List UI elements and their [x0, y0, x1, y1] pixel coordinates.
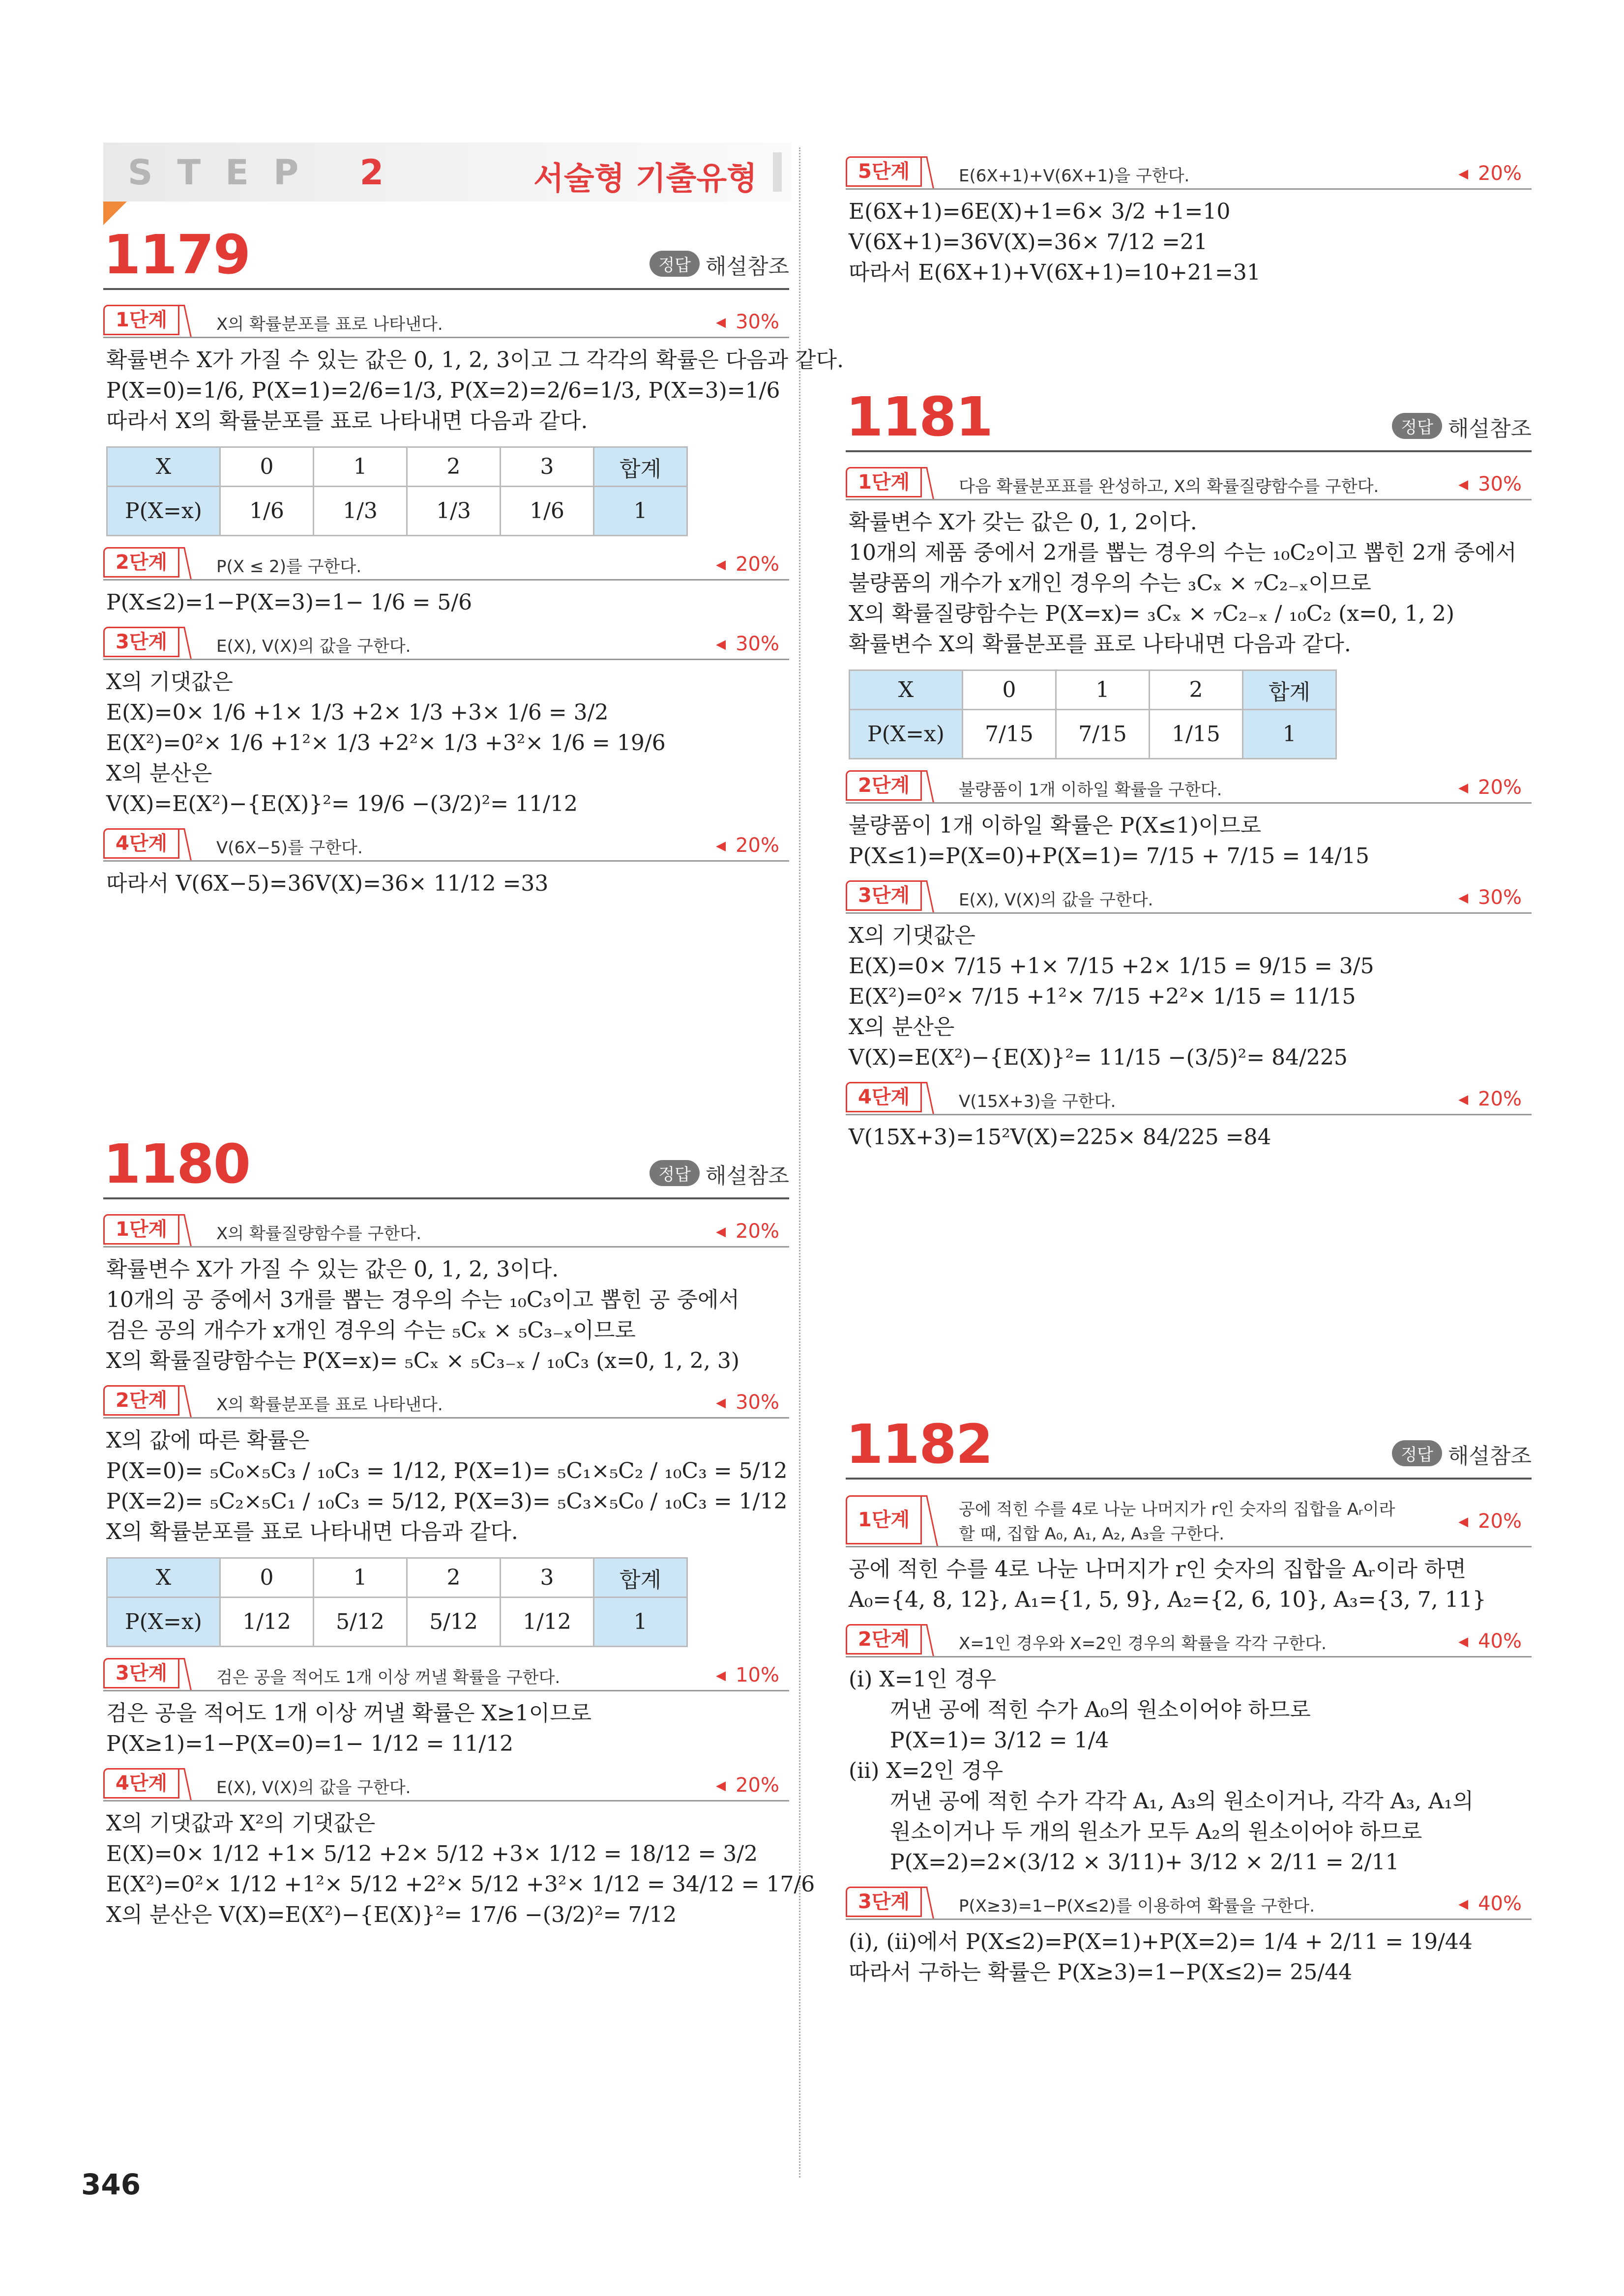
text: 1단계	[846, 467, 922, 497]
text-line: X의 값에 따른 확률은	[106, 1428, 310, 1453]
text: 3단계	[846, 880, 922, 911]
table-cell: X	[107, 1558, 220, 1598]
text: ◀ 20%	[716, 553, 779, 576]
text: 1단계	[103, 1214, 179, 1245]
text: 4단계	[846, 1082, 922, 1112]
header-accent-bar	[773, 152, 782, 192]
text-line: X의 확률질량함수는 P(X=x)= ₃Cₓ × ₇C₂₋ₓ / ₁₀C₂ (x=0, 1, 2)	[849, 601, 1455, 626]
text-line: 따라서 구하는 확률은 P(X≥3)=1−P(X≤2)= 25/44	[849, 1960, 1353, 1985]
text: ◀ 20%	[716, 834, 779, 857]
table-cell: 5/12	[314, 1598, 407, 1647]
text-line: 따라서 X의 확률분포를 표로 나타내면 다음과 같다.	[106, 408, 588, 434]
text: 검은 공을 적어도 1개 이상 꺼낼 확률을 구한다.	[216, 1668, 561, 1687]
step-percent: ◀ 30%	[716, 311, 779, 333]
problem-header	[846, 1406, 1532, 1480]
text: 2단계	[103, 1385, 179, 1416]
text: 공에 적힌 수를 4로 나눈 나머지가 r인 숫자의 집합을 Aᵣ이라	[959, 1500, 1395, 1519]
text: 3단계	[103, 627, 179, 657]
table-cell: 1	[1056, 670, 1150, 710]
text: ◀ 20%	[716, 1220, 779, 1243]
text-line: 확률변수 X가 갖는 값은 0, 1, 2이다.	[849, 510, 1197, 535]
table-cell: X	[850, 670, 963, 710]
text: STEP	[128, 152, 324, 193]
table-cell: 합계	[594, 1558, 687, 1598]
text: 4단계	[103, 828, 179, 859]
distribution-table	[106, 446, 688, 536]
problem-header	[103, 216, 789, 290]
text-line: 공에 적힌 수를 4로 나눈 나머지가 r인 숫자의 집합을 Aᵣ이라 하면	[849, 1557, 1467, 1582]
text-line: 원소이거나 두 개의 원소가 모두 A₂의 원소이어야 하므로	[890, 1819, 1422, 1844]
table-cell: 1	[594, 1598, 687, 1647]
text: P(X≥3)=1−P(X≤2)를 이용하여 확률을 구한다.	[959, 1896, 1315, 1916]
table-cell: 1/6	[501, 487, 594, 536]
text-line: P(X=2)=2×(3/12 × 3/11)+ 3/12 × 2/11 = 2/11	[890, 1850, 1399, 1875]
table-cell: 7/15	[963, 710, 1056, 759]
answer-ref	[1392, 411, 1532, 442]
text-line: 불량품이 1개 이하일 확률은 P(X≤1)이므로	[849, 813, 1262, 838]
problem-number: 1179	[103, 223, 250, 286]
text-line: (ⅰ) X=1인 경우	[849, 1667, 997, 1692]
table-cell: 0	[220, 447, 314, 487]
problem-header	[846, 378, 1532, 452]
text-line: E(X)=0× 7/15 +1× 7/15 +2× 1/15 = 9/15 = 3/5	[849, 954, 1374, 979]
step-row	[846, 1623, 1532, 1657]
text: V(6X−5)를 구한다.	[216, 838, 363, 858]
table-cell: 합계	[1243, 670, 1336, 710]
text-line: X의 기댓값은	[849, 923, 975, 948]
table-cell: 1	[314, 447, 407, 487]
text: ◀ 30%	[716, 1391, 779, 1414]
text-line: E(X²)=0²× 1/12 +1²× 5/12 +2²× 5/12 +3²× 1/12 = 34/12 = 17/6	[106, 1872, 815, 1897]
text: E(X), V(X)의 값을 구한다.	[959, 890, 1153, 910]
text-line: (ⅰ), (ⅱ)에서 P(X≤2)=P(X=1)+P(X=2)= 1/4 + 2/11 = 19/44	[849, 1929, 1473, 1954]
text: E(X), V(X)의 값을 구한다.	[216, 1778, 411, 1798]
text-line: 10개의 공 중에서 3개를 뽑는 경우의 수는 ₁₀C₃이고 뽑힌 공 중에서	[106, 1287, 740, 1312]
text: V(15X+3)을 구한다.	[959, 1092, 1116, 1111]
table-cell: 3	[501, 447, 594, 487]
text-line: E(X²)=0²× 7/15 +1²× 7/15 +2²× 1/15 = 11/15	[849, 984, 1356, 1009]
step-row	[846, 155, 1532, 190]
text-line: V(6X+1)=36V(X)=36× 7/12 =21	[849, 230, 1208, 255]
text-line: X의 기댓값과 X²의 기댓값은	[106, 1811, 376, 1836]
text: ◀ 40%	[1458, 1630, 1522, 1653]
text-line: X의 분산은	[106, 761, 212, 786]
step-row	[846, 879, 1532, 914]
answer-badge: 정답	[650, 251, 700, 277]
step-row	[846, 1886, 1532, 1920]
table-cell: 0	[963, 670, 1056, 710]
problem-1180-continued	[846, 147, 1532, 288]
text-line: V(X)=E(X²)−{E(X)}²= 11/15 −(3/5)²= 84/225	[849, 1045, 1348, 1070]
text-line: E(X)=0× 1/12 +1× 5/12 +2× 5/12 +3× 1/12 = 18/12 = 3/2	[106, 1841, 758, 1866]
text-line: X의 확률질량함수는 P(X=x)= ₅Cₓ × ₅C₃₋ₓ / ₁₀C₃ (x=0, 1, 2, 3)	[106, 1348, 740, 1373]
text: E(X), V(X)의 값을 구한다.	[216, 637, 411, 656]
step-row	[103, 1657, 789, 1691]
step-row	[103, 546, 789, 581]
text-line: E(X²)=0²× 1/6 +1²× 1/3 +2²× 1/3 +3²× 1/6 = 19/6	[106, 730, 666, 756]
text: 해설참조	[1447, 1444, 1532, 1469]
text: ◀ 30%	[716, 633, 779, 655]
step-row	[846, 1081, 1532, 1115]
text-line: P(X=1)= 3/12 = 1/4	[890, 1728, 1109, 1753]
step-label	[128, 152, 408, 193]
text-line: (ⅱ) X=2인 경우	[849, 1758, 1004, 1783]
text: 1단계	[846, 1495, 922, 1544]
table-cell: 2	[407, 1558, 501, 1598]
text: 2단계	[846, 1624, 922, 1655]
step-row	[103, 827, 789, 862]
table-cell: 3	[501, 1558, 594, 1598]
text: 불량품이 1개 이하일 확률을 구한다.	[959, 780, 1222, 800]
text: X=1인 경우와 X=2인 경우의 확률을 각각 구한다.	[959, 1634, 1327, 1654]
text: ◀ 30%	[1458, 473, 1522, 495]
step-row	[846, 1493, 1532, 1547]
text: 1181	[846, 385, 993, 448]
text: ◀ 20%	[1458, 1510, 1522, 1533]
table-cell: 7/15	[1056, 710, 1150, 759]
text: 3단계	[103, 1658, 179, 1688]
text-line: V(X)=E(X²)−{E(X)}²= 19/6 −(3/2)²= 11/12	[106, 791, 578, 816]
text-line: E(6X+1)=6E(X)+1=6× 3/2 +1=10	[849, 199, 1231, 224]
answer-ref	[650, 1158, 789, 1190]
text-line: 확률변수 X의 확률분포를 표로 나타내면 다음과 같다.	[849, 632, 1351, 657]
table-cell: 1/3	[314, 487, 407, 536]
table-cell: 2	[1150, 670, 1243, 710]
text-line: 검은 공의 개수가 x개인 경우의 수는 ₅Cₓ × ₅C₃₋ₓ이므로	[106, 1318, 636, 1343]
text: 정답	[650, 1160, 700, 1186]
step-row	[846, 466, 1532, 500]
table-cell: 2	[407, 447, 501, 487]
problem-1179	[103, 216, 844, 899]
table-cell: P(X=x)	[107, 1598, 220, 1647]
problem-header	[103, 1126, 789, 1199]
text: ◀ 40%	[1458, 1892, 1522, 1915]
table-cell: 1/6	[220, 487, 314, 536]
problem-number: 1180	[103, 1133, 250, 1195]
text: 해설참조	[705, 1163, 789, 1189]
text-line: A₀={4, 8, 12}, A₁={1, 5, 9}, A₂={2, 6, 10}, A₃={3, 7, 11}	[849, 1587, 1486, 1612]
table-cell: 5/12	[407, 1598, 501, 1647]
table-cell: 1	[314, 1558, 407, 1598]
text: 해설참조	[1447, 416, 1532, 441]
table-cell: 합계	[594, 447, 687, 487]
step-row	[103, 626, 789, 660]
text: 정답	[1392, 1440, 1442, 1466]
text-line: X의 확률분포를 표로 나타내면 다음과 같다.	[106, 1519, 518, 1544]
table-cell: X	[107, 447, 220, 487]
text: X의 확률질량함수를 구한다.	[216, 1224, 421, 1244]
text-line: V(15X+3)=15²V(X)=225× 84/225 =84	[849, 1125, 1271, 1150]
text-line: 확률변수 X가 가질 수 있는 값은 0, 1, 2, 3이고 그 각각의 확률은 다음과 같다.	[106, 348, 844, 373]
text: 3단계	[846, 1887, 922, 1917]
text: X의 확률분포를 표로 나타낸다.	[216, 1395, 443, 1415]
text-line: X의 분산은	[849, 1015, 955, 1040]
table-cell: 1	[1243, 710, 1336, 759]
text-line: E(X)=0× 1/6 +1× 1/3 +2× 1/3 +3× 1/6 = 3/2	[106, 700, 609, 725]
text-line: 따라서 V(6X−5)=36V(X)=36× 11/12 =33	[106, 871, 549, 896]
answer-ref	[1392, 1438, 1532, 1470]
step-row	[103, 1213, 789, 1248]
text: ◀ 20%	[1458, 776, 1522, 799]
table-cell: 1/12	[220, 1598, 314, 1647]
step-desc: X의 확률분포를 표로 나타낸다.	[216, 315, 443, 334]
step-row	[846, 769, 1532, 804]
text: 할 때, 집합 A₀, A₁, A₂, A₃을 구한다.	[959, 1524, 1224, 1544]
text-line: P(X≤1)=P(X=0)+P(X=1)= 7/15 + 7/15 = 14/15	[849, 843, 1370, 869]
text: 2단계	[846, 770, 922, 801]
text: E(6X+1)+V(6X+1)을 구한다.	[959, 166, 1190, 186]
answer-ref	[650, 249, 789, 280]
text-line: 꺼낸 공에 적힌 수가 A₀의 원소이어야 하므로	[890, 1697, 1311, 1722]
text-line: P(X=0)=1/6, P(X=1)=2/6=1/3, P(X=2)=2/6=1/3, P(X=3)=1/6	[106, 378, 780, 403]
table-cell: 0	[220, 1558, 314, 1598]
text: P(X ≤ 2)를 구한다.	[216, 557, 362, 577]
text: 4단계	[103, 1768, 179, 1799]
step-title: 서술형 기출유형	[533, 161, 757, 197]
text-line: P(X≥1)=1−P(X=0)=1− 1/12 = 11/12	[106, 1731, 514, 1756]
text-line: 10개의 제품 중에서 2개를 뽑는 경우의 수는 ₁₀C₂이고 뽑힌 2개 중에서	[849, 540, 1517, 565]
text: 2단계	[103, 547, 179, 578]
text-line: 불량품의 개수가 x개인 경우의 수는 ₃Cₓ × ₇C₂₋ₓ이므로	[849, 571, 1371, 596]
text: 다음 확률분포표를 완성하고, X의 확률질량함수를 구한다.	[959, 477, 1379, 496]
table-cell: 1/15	[1150, 710, 1243, 759]
text: ◀ 20%	[1458, 162, 1522, 185]
text: ◀ 20%	[716, 1774, 779, 1797]
text-line: 꺼낸 공에 적힌 수가 각각 A₁, A₃의 원소이거나, 각각 A₃, A₁의	[890, 1789, 1474, 1814]
problem-1182	[846, 1406, 1532, 1988]
distribution-table	[849, 669, 1337, 759]
text-line: P(X=2)= ₅C₂×₅C₁ / ₁₀C₃ = 5/12, P(X=3)= ₅C₃×₅C₀ / ₁₀C₃ = 1/12	[106, 1489, 788, 1514]
text-line: 확률변수 X가 가질 수 있는 값은 0, 1, 2, 3이다.	[106, 1257, 559, 1282]
text: 해설참조	[705, 254, 789, 279]
step-tag: 1단계	[103, 305, 179, 335]
step-header	[103, 143, 792, 202]
text: ◀ 20%	[1458, 1088, 1522, 1110]
text-line: X의 기댓값은	[106, 669, 233, 695]
page-number: 346	[81, 2168, 141, 2201]
distribution-table	[106, 1557, 688, 1647]
text-line: P(X≤2)=1−P(X=3)=1− 1/6 = 5/6	[106, 590, 472, 615]
table-cell: 1	[594, 487, 687, 536]
problem-1180	[103, 1126, 815, 1930]
step-row	[103, 1384, 789, 1419]
text: ◀ 30%	[1458, 886, 1522, 909]
text-line: 따라서 E(6X+1)+V(6X+1)=10+21=31	[849, 260, 1261, 285]
table-cell: 1/3	[407, 487, 501, 536]
problem-1181	[846, 378, 1532, 1153]
text: ◀ 10%	[716, 1664, 779, 1686]
text-line: X의 분산은 V(X)=E(X²)−{E(X)}²= 17/6 −(3/2)²= 7/12	[106, 1902, 677, 1927]
step-row	[103, 304, 789, 338]
text: 1182	[846, 1413, 993, 1476]
text: 정답	[1392, 413, 1442, 439]
text: 2	[359, 152, 409, 193]
text: 5단계	[846, 156, 922, 187]
table-cell: 1/12	[501, 1598, 594, 1647]
table-cell: P(X=x)	[107, 487, 220, 536]
table-cell: P(X=x)	[850, 710, 963, 759]
text-line: P(X=0)= ₅C₀×₅C₃ / ₁₀C₃ = 1/12, P(X=1)= ₅C₁×₅C₂ / ₁₀C₃ = 5/12	[106, 1458, 788, 1483]
step-row	[103, 1767, 789, 1802]
text-line: 검은 공을 적어도 1개 이상 꺼낼 확률은 X≥1이므로	[106, 1701, 592, 1726]
